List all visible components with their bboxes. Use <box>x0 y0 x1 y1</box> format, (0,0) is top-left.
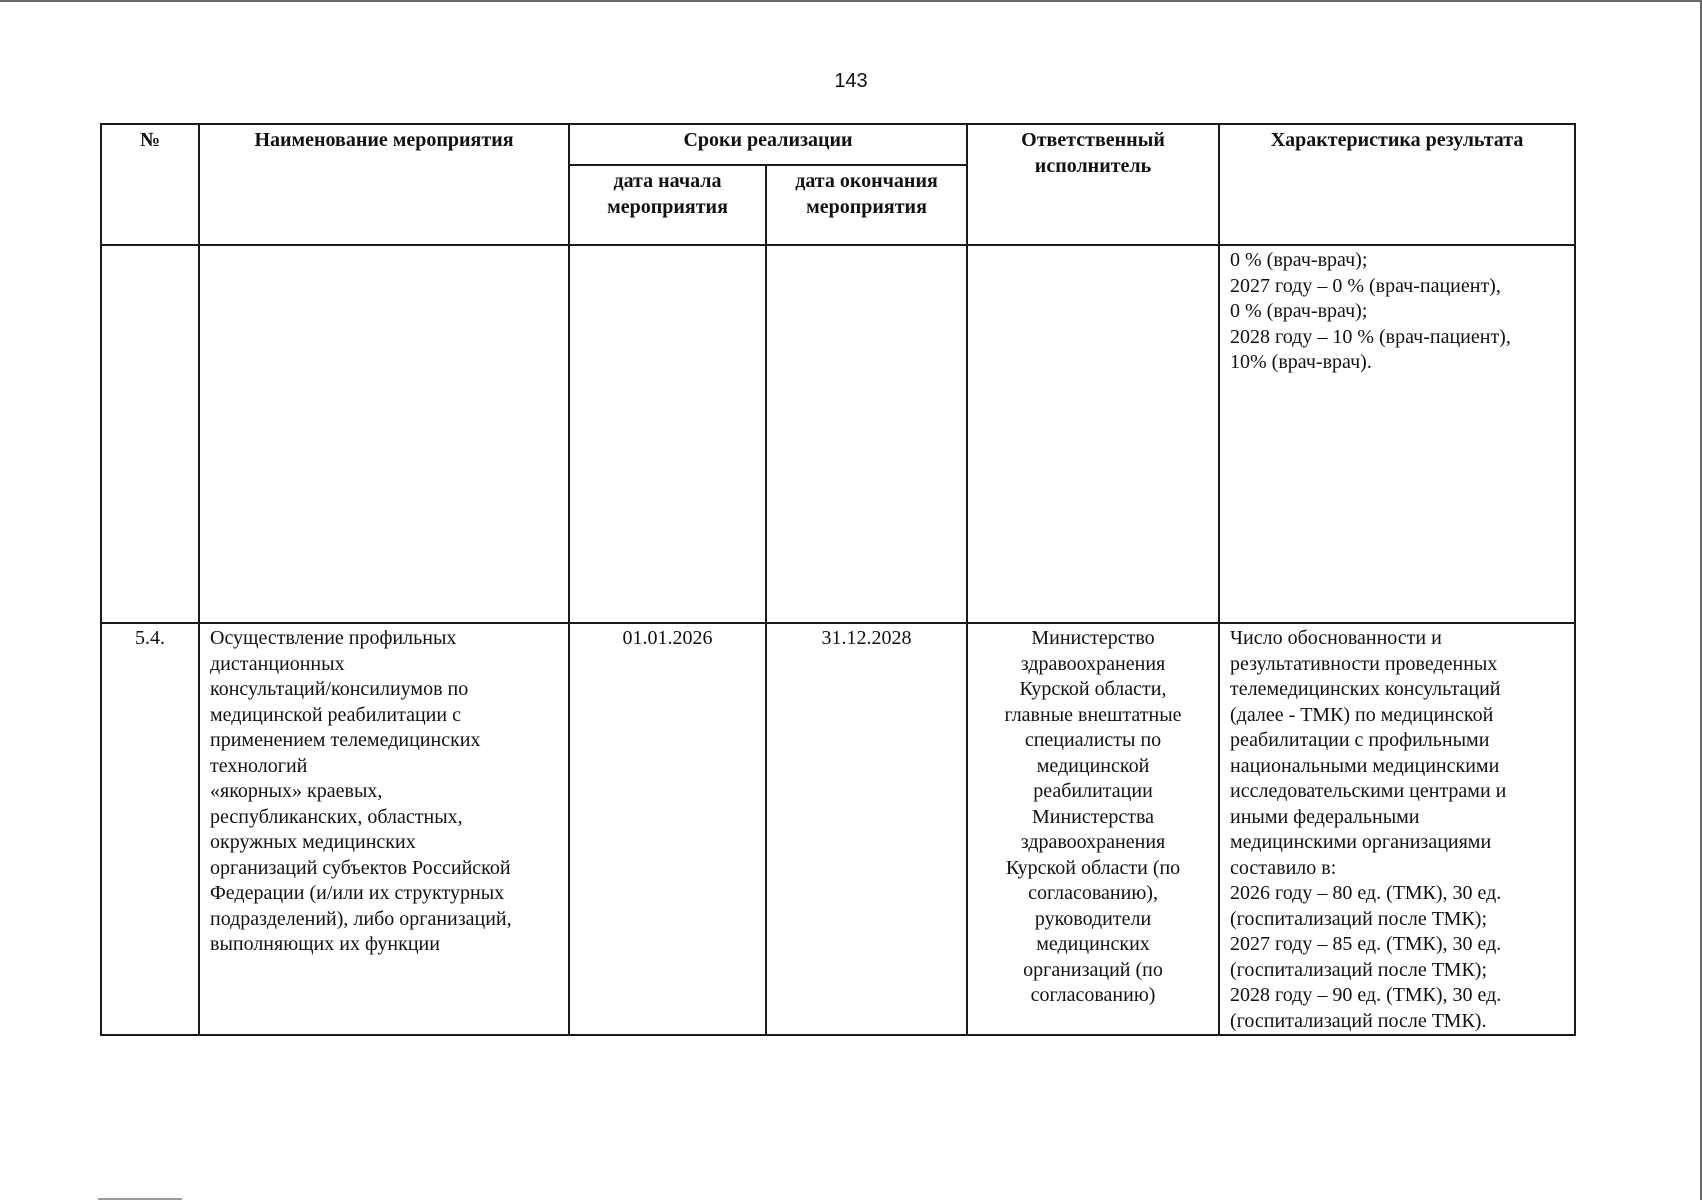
cell-activity-name <box>199 245 569 623</box>
page-number: 143 <box>834 70 868 92</box>
cell-end-date: 31.12.2028 <box>766 623 967 1035</box>
cell-number <box>101 245 199 623</box>
table-row <box>101 623 1575 1035</box>
header-implementation-terms: Сроки реализации <box>569 124 967 165</box>
cell-activity-name: Осуществление профильных дистанционных консультаций/консилиумов по медицинской реабилитации с применением телемедицинских технологий «якорных» краевых, республиканских, областных, окружных медицинских организаций субъектов Российской Федерации (и/или их структурных подразделений), либо организаций, выполняющих их функции <box>199 623 569 1035</box>
header-start-date: дата начала мероприятия <box>569 165 766 245</box>
table-row <box>101 245 1575 623</box>
scan-border-top <box>0 0 1702 2</box>
header-end-date: дата окончания мероприятия <box>766 165 967 245</box>
header-result: Характеристика результата <box>1219 124 1575 245</box>
header-responsible: Ответственный исполнитель <box>967 124 1219 245</box>
cell-end-date <box>766 245 967 623</box>
cell-responsible <box>967 245 1219 623</box>
cell-number: 5.4. <box>101 623 199 1035</box>
cell-start-date <box>569 245 766 623</box>
table-header-row <box>101 124 1575 165</box>
cell-result: Число обоснованности и результативности проведенных телемедицинских консультаций (далее - ТМК) по медицинской реабилитации с профильными национальными медицинскими исследовательскими центрами и иными федеральными медицинскими организациями составило в: 2026 году – 80 ед. (ТМК), 30 ед. (госпитализаций после ТМК); 2027 году – 85 ед. (ТМК), 30 ед. (госпитализаций после ТМК); 2028 году – 90 ед. (ТМК), 30 ед. (госпитализаций после ТМК). <box>1219 623 1575 1035</box>
activities-table <box>100 123 1576 1036</box>
cell-result: 0 % (врач-врач); 2027 году – 0 % (врач-пациент), 0 % (врач-врач); 2028 году – 10 % (врач-пациент), 10% (врач-врач). <box>1219 245 1575 623</box>
cell-start-date: 01.01.2026 <box>569 623 766 1035</box>
header-activity-name: Наименование мероприятия <box>199 124 569 245</box>
header-number: № <box>101 124 199 245</box>
cell-responsible: Министерство здравоохранения Курской области, главные внештатные специалисты по медицинской реабилитации Министерства здравоохранения Курской области (по согласованию), руководители медицинских организаций (по согласованию) <box>967 623 1219 1035</box>
